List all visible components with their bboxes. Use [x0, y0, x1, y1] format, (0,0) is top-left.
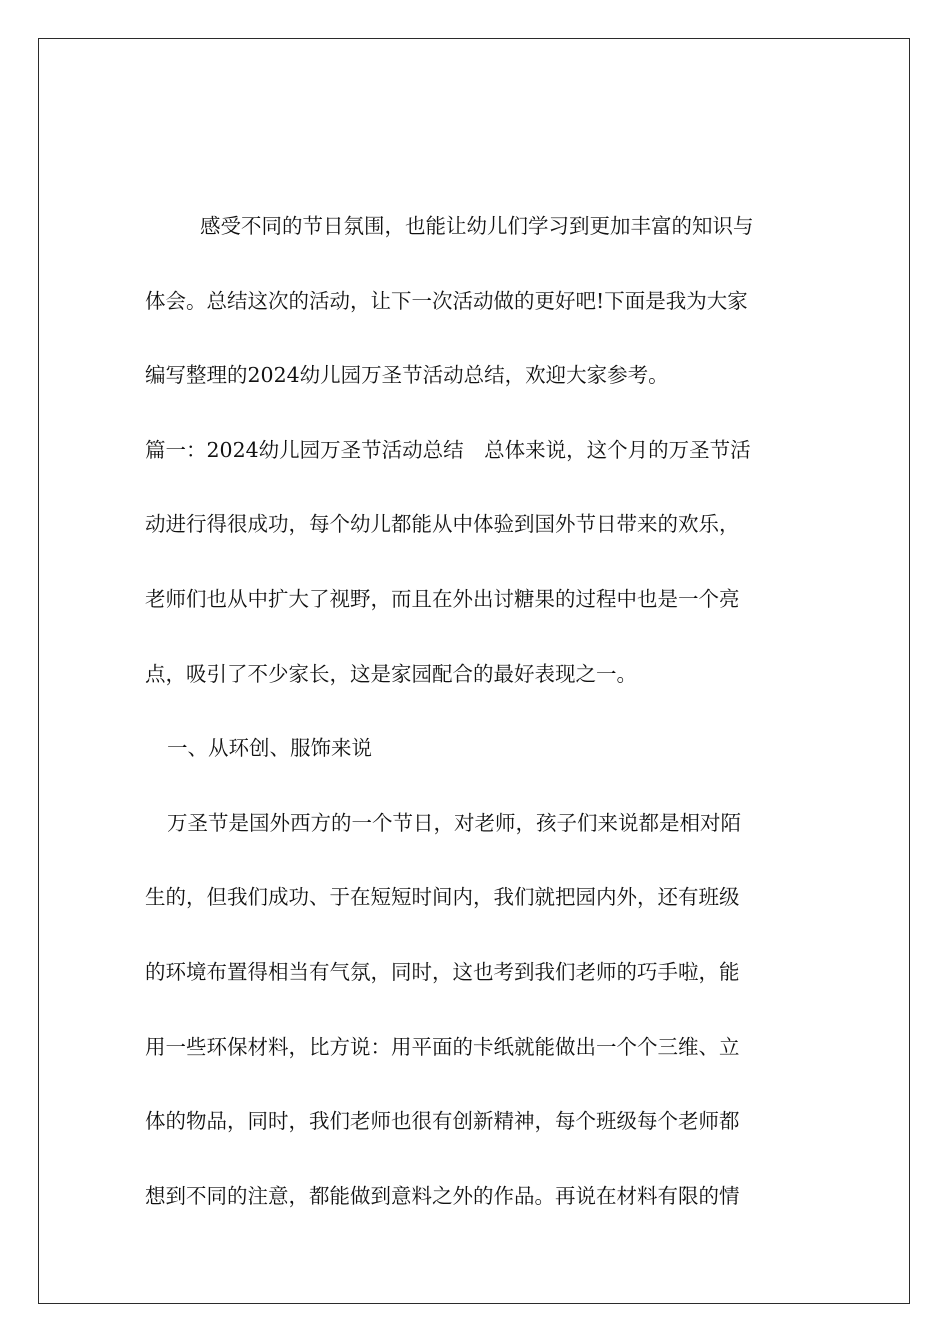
text-line: 感受不同的节日氛围，也能让幼儿们学习到更加丰富的知识与: [200, 214, 754, 238]
text-line: 体会。总结这次的活动，让下一次活动做的更好吧!下面是我为大家: [145, 288, 748, 313]
text-line: 的环境布置得相当有气氛，同时，这也考到我们老师的巧手啦，能: [145, 959, 740, 984]
text-line: 编写整理的2024幼儿园万圣节活动总结，欢迎大家参考。: [145, 363, 669, 388]
text-line: 万圣节是国外西方的一个节日，对老师，孩子们来说都是相对陌: [167, 810, 741, 835]
text-line: 篇一：2024幼儿园万圣节活动总结 总体来说，这个月的万圣节活: [145, 437, 751, 462]
section-heading: 一、从环创、服饰来说: [167, 736, 372, 761]
document-body: [145, 203, 810, 1247]
text-line: 体的物品，同时，我们老师也很有创新精神，每个班级每个老师都: [145, 1109, 740, 1134]
text-line: 想到不同的注意，都能做到意料之外的作品。再说在材料有限的情: [145, 1183, 740, 1208]
text-line: 老师们也从中扩大了视野，而且在外出讨糖果的过程中也是一个亮: [145, 586, 740, 611]
text-line: 动进行得很成功，每个幼儿都能从中体验到国外节日带来的欢乐，: [145, 512, 740, 537]
text-line: 用一些环保材料，比方说：用平面的卡纸就能做出一个个三维、立: [145, 1034, 740, 1059]
text-line: 点，吸引了不少家长，这是家园配合的最好表现之一。: [145, 661, 637, 686]
text-line: 生的，但我们成功、于在短短时间内，我们就把园内外，还有班级: [145, 885, 740, 910]
